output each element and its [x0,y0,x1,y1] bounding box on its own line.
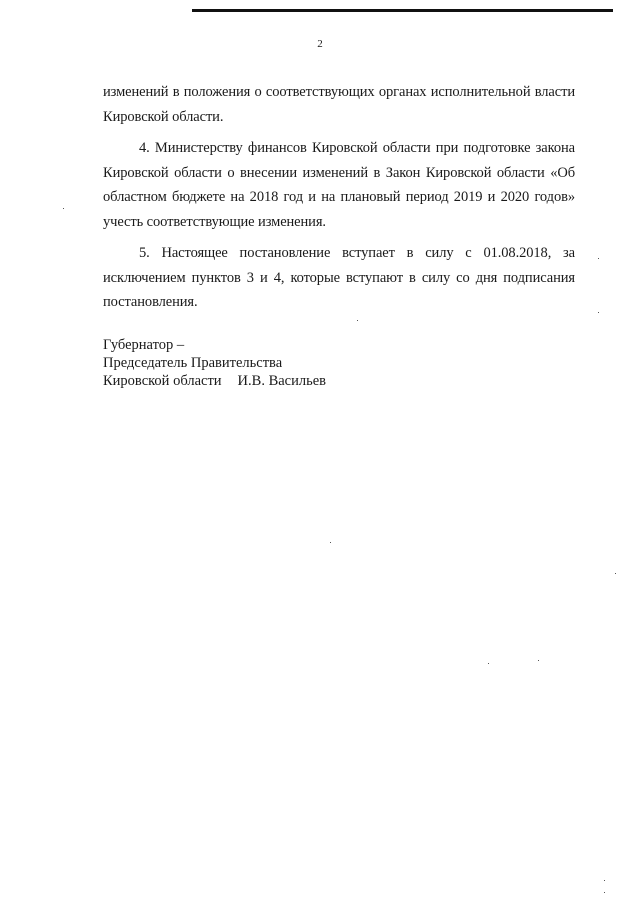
scan-speck [615,573,616,574]
signature-title-line-3-row [103,372,326,390]
scan-speck [604,892,605,893]
signature-block [103,336,326,390]
paragraph-item-4: 4. Министерству финансов Кировской области при подготовке закона Кировской области о внесении изменений в Закон Кировской области «Об областном бюджете на 2018 год и на плановый период 2019 и 2020 годов» учесть соответствующие изменения. [103,140,575,230]
paragraph-continuation: изменений в положения о соответствующих органах исполнительной власти Кировской области. [103,84,575,125]
signature-title-line-2: Председатель Правительства [103,355,283,371]
scan-speck [488,663,489,664]
page-number: 2 [317,38,323,50]
signatory-name: И.В. Васильев [237,373,326,389]
scan-speck [604,880,605,881]
signature-title-line-3: Кировской области [103,373,222,389]
scan-speck [538,660,539,661]
scan-speck [598,312,599,313]
document-body [103,80,575,322]
paragraph-item-5: 5. Настоящее постановление вступает в силу с 01.08.2018, за исключением пунктов 3 и 4, которые вступают в силу со дня подписания постановления. [103,245,575,310]
scan-speck [330,542,331,543]
scan-speck [598,258,599,259]
scan-speck [63,208,64,209]
top-rule [192,9,613,12]
scan-speck [357,320,358,321]
signature-title-line-1: Губернатор – [103,337,185,353]
